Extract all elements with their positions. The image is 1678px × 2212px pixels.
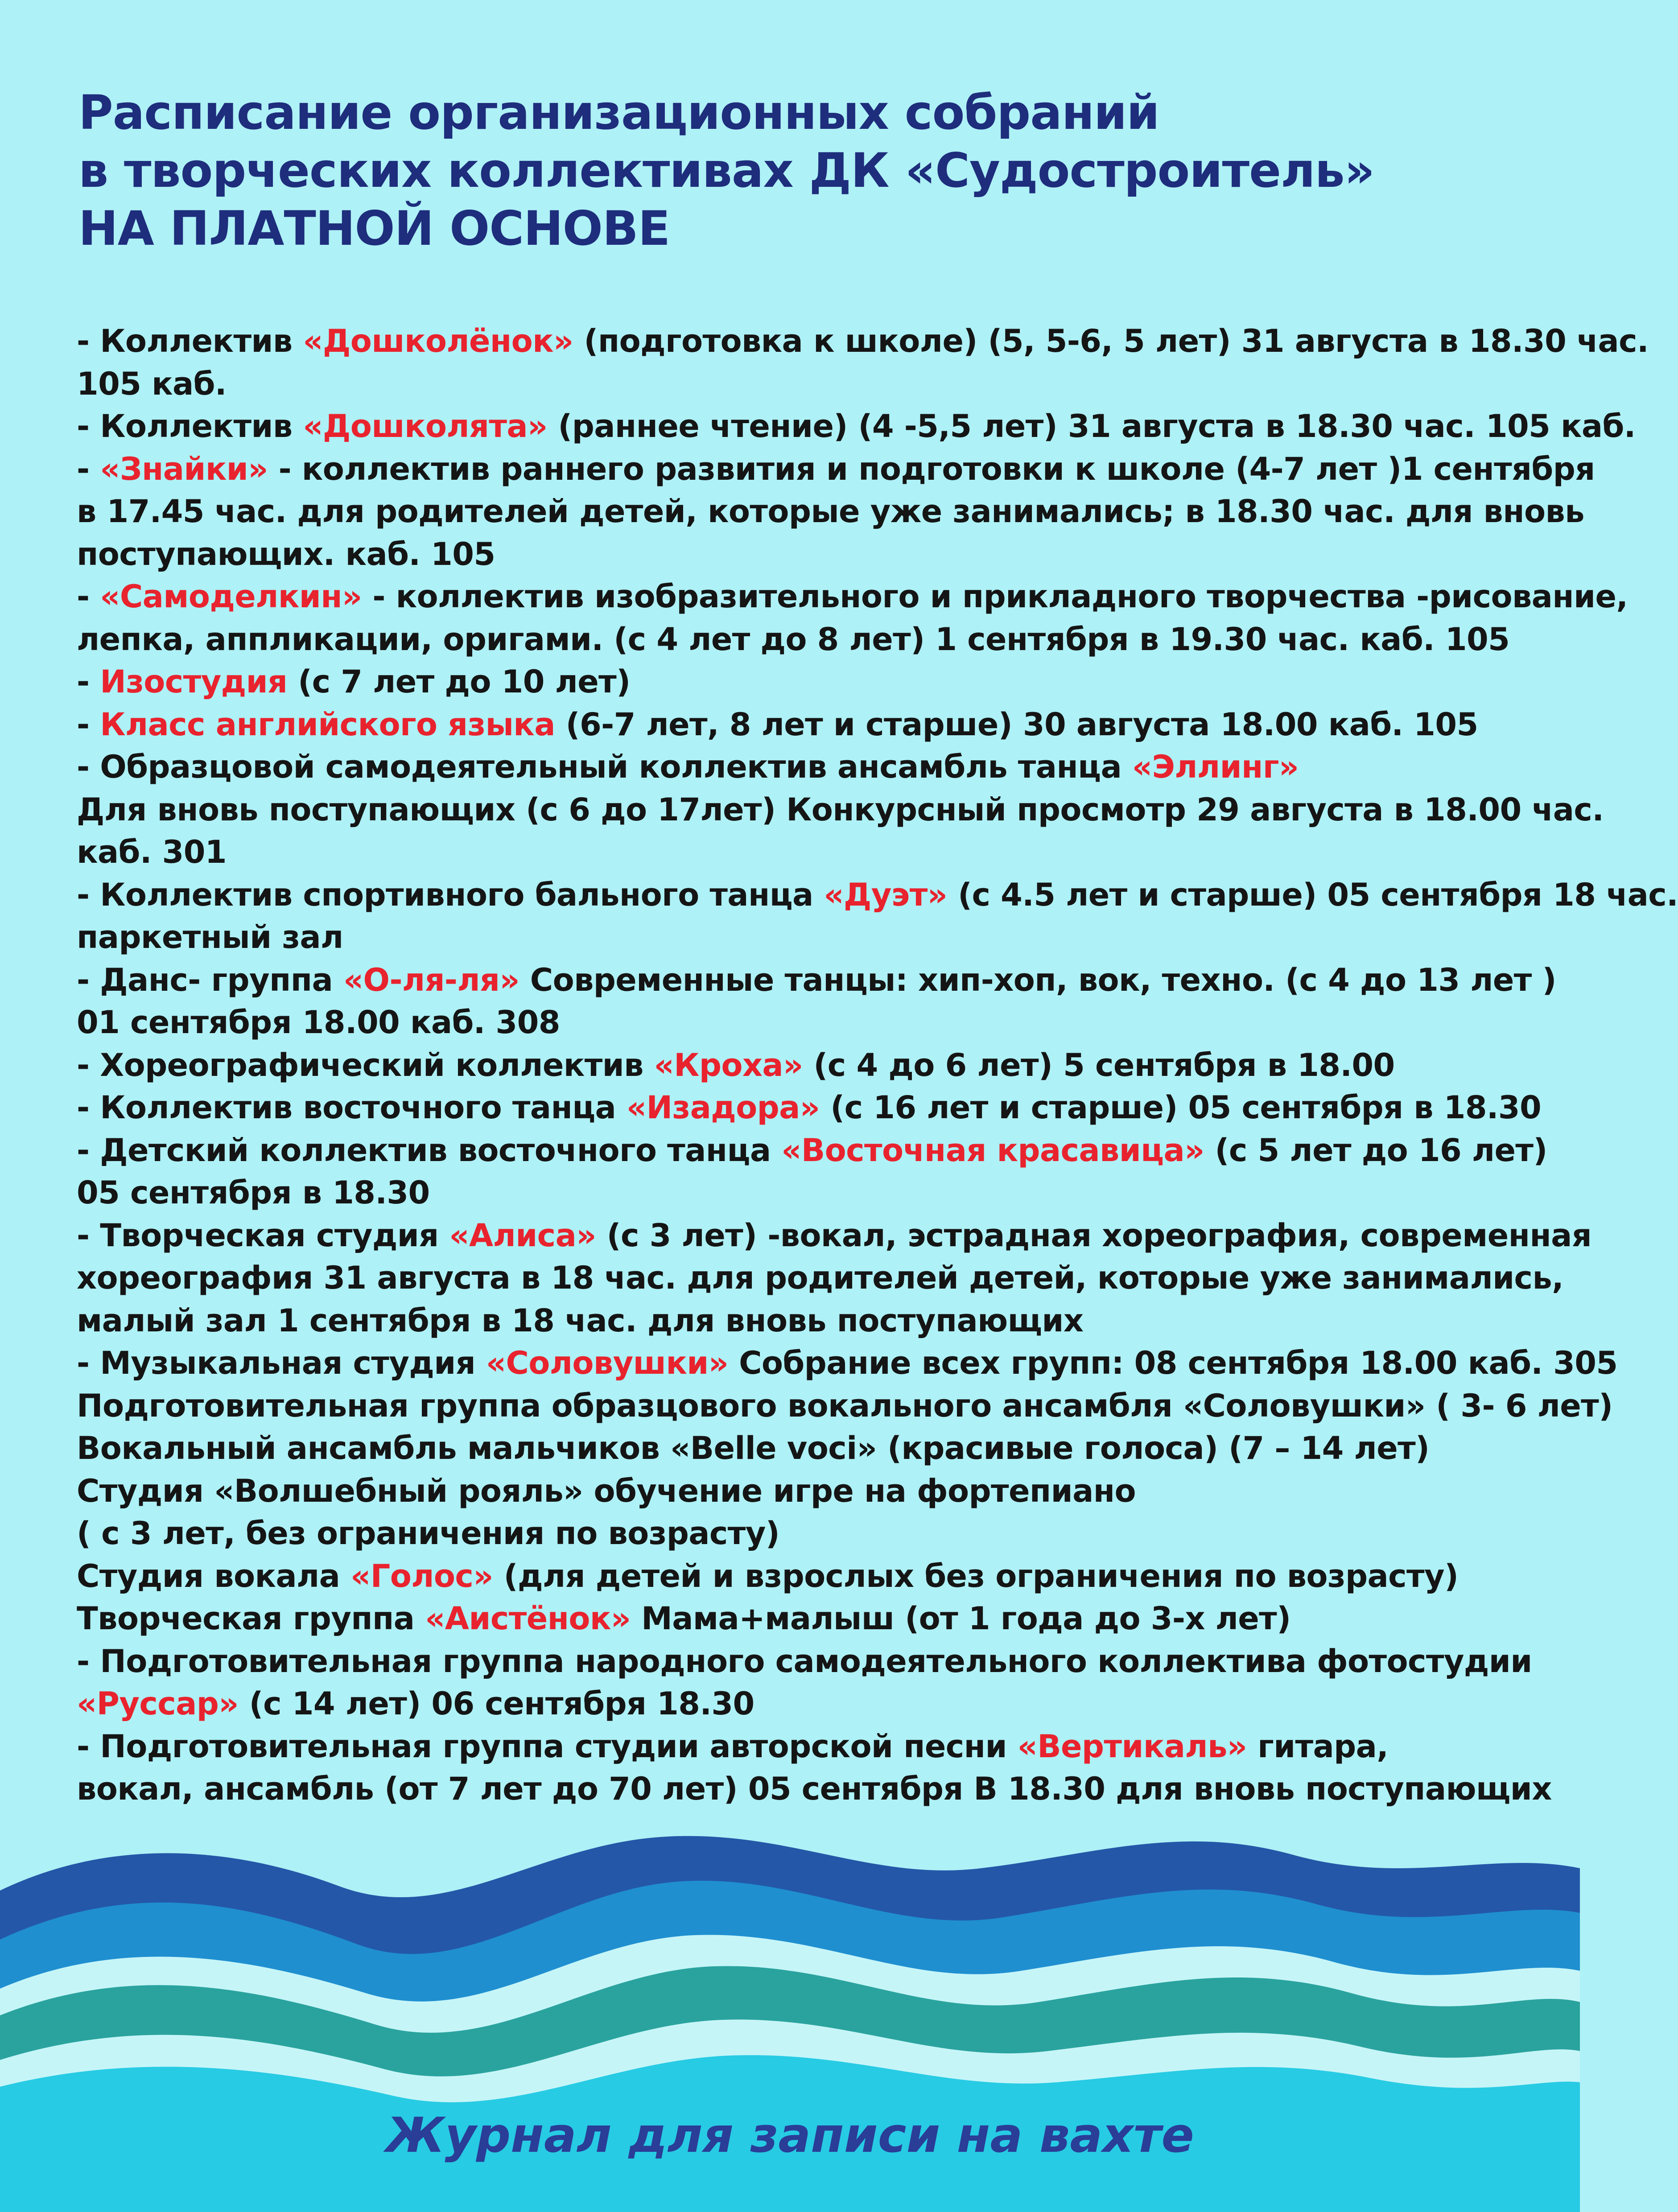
schedule-text: - коллектив изобразительного и прикладного творчества -рисование, (362, 578, 1628, 615)
schedule-text: - коллектив раннего развития и подготовки к школе (4-7 лет )1 сентября (268, 450, 1595, 487)
schedule-text: Творческая группа (77, 1600, 425, 1637)
schedule-line (77, 1683, 1562, 1726)
schedule-text: - Подготовительная группа студии авторской песни (77, 1728, 1018, 1765)
footer-note: Журнал для записи на вахте (386, 2108, 1194, 2163)
schedule-text: Для вновь поступающих (с 6 до 17лет) Конкурсный просмотр 29 августа в 18.00 час. (77, 791, 1604, 828)
schedule-text: поступающих. каб. 105 (77, 535, 495, 573)
collective-name: «Кроха» (654, 1046, 803, 1083)
schedule-text: - (77, 706, 100, 743)
collective-name: «Знайки» (100, 450, 268, 487)
schedule-line (77, 1512, 1562, 1555)
schedule-line (77, 1598, 1562, 1640)
schedule-line (77, 789, 1604, 832)
schedule-text: каб. 301 (77, 834, 227, 870)
schedule-text: Студия «Волшебный рояль» обучение игре на фортепиано (77, 1472, 1136, 1509)
collective-name: «Эллинг» (1132, 749, 1299, 785)
schedule-text: - Музыкальная студия (77, 1345, 486, 1381)
schedule-text: - Коллектив (77, 323, 303, 359)
schedule-line (77, 704, 1562, 746)
schedule-line (77, 959, 1562, 1002)
collective-name: «Соловушки» (486, 1345, 729, 1381)
schedule-text: - (77, 578, 100, 615)
schedule-line (77, 405, 1636, 448)
schedule-text: - Коллектив (77, 408, 303, 445)
schedule-line (77, 448, 1595, 491)
collective-name: «Восточная красавица» (781, 1132, 1204, 1169)
schedule-line (77, 1427, 1562, 1470)
schedule-text: Вокальный ансамбль мальчиков «Belle voci» (красивые голоса) (7 – 14 лет) (77, 1430, 1430, 1466)
schedule-text: - (77, 450, 100, 487)
schedule-line (77, 320, 1649, 363)
schedule-line (77, 916, 1562, 959)
schedule-line (77, 1300, 1562, 1343)
schedule-line (77, 533, 1562, 576)
schedule-text: хореография 31 августа в 18 час. для родителей детей, которые уже занимались, (77, 1260, 1564, 1296)
schedule-line (77, 618, 1562, 661)
collective-name: «Алиса» (449, 1217, 596, 1254)
schedule-line (77, 363, 1562, 406)
schedule-text: (6-7 лет, 8 лет и старше) 30 августа 18.00 каб. 105 (555, 706, 1478, 743)
schedule-line (77, 746, 1562, 789)
schedule-line (77, 1087, 1562, 1129)
schedule-line (77, 1342, 1618, 1385)
collective-name: «Изадора» (626, 1089, 820, 1126)
schedule-text: - Детский коллектив восточного танца (77, 1132, 782, 1169)
schedule-text: паркетный зал (77, 919, 343, 956)
schedule-line (77, 1555, 1562, 1598)
schedule-line (77, 490, 1584, 533)
schedule-text: Подготовительная группа образцового вокального ансамбля «Соловушки» ( 3- 6 лет) (77, 1387, 1613, 1424)
collective-name: «Дуэт» (824, 876, 948, 913)
schedule-text: малый зал 1 сентября в 18 час. для вновь поступающих (77, 1302, 1084, 1339)
schedule-line (77, 1215, 1592, 1257)
schedule-line (77, 576, 1628, 618)
schedule-text: (с 14 лет) 06 сентября 18.30 (238, 1685, 754, 1722)
schedule-text: - Данс- группа (77, 961, 343, 998)
schedule-line (77, 1640, 1562, 1683)
schedule-text: Собрание всех групп: 08 сентября 18.00 каб. 305 (728, 1345, 1618, 1381)
schedule-line (77, 1768, 1562, 1811)
schedule-text: (подготовка к школе) (5, 5-6, 5 лет) 31 августа в 18.30 час. (573, 323, 1649, 359)
schedule-text: 105 каб. (77, 365, 227, 402)
collective-name: «Аистёнок» (425, 1600, 631, 1637)
collective-name: «Вертикаль» (1017, 1728, 1247, 1765)
title-line-1: Расписание организационных собраний (78, 85, 1159, 140)
collective-name: «Руссар» (77, 1685, 239, 1722)
schedule-line (77, 1385, 1613, 1428)
schedule-line (77, 1001, 1562, 1044)
collective-name: «Самоделкин» (100, 578, 362, 615)
schedule-line (77, 1129, 1562, 1172)
schedule-text: - (77, 663, 100, 700)
schedule-text: - Хореографический коллектив (77, 1046, 654, 1083)
collective-name: «Дошколёнок» (303, 323, 573, 359)
schedule-text: - Коллектив восточного танца (77, 1089, 627, 1126)
collective-name: «О-ля-ля» (343, 961, 520, 998)
schedule-text: Современные танцы: хип-хоп, вок, техно. (с 4 до 13 лет ) (519, 961, 1556, 998)
schedule-line (77, 874, 1678, 917)
schedule-text: (с 3 лет) -вокал, эстрадная хореография, современная (596, 1217, 1592, 1254)
schedule-text: Студия вокала (77, 1557, 351, 1594)
schedule-text: лепка, аппликации, оригами. (с 4 лет до 8 лет) 1 сентября в 19.30 час. каб. 105 (77, 621, 1510, 658)
schedule-line (77, 1257, 1562, 1300)
schedule-text: - Образцовой самодеятельный коллектив ансамбль танца (77, 749, 1132, 785)
schedule-list (77, 320, 1678, 1811)
schedule-text: (для детей и взрослых без ограничения по возрасту) (493, 1557, 1459, 1594)
title-line-3: НА ПЛАТНОЙ ОСНОВЕ (78, 201, 670, 256)
schedule-text: 01 сентября 18.00 каб. 308 (77, 1004, 560, 1041)
schedule-text: вокал, ансамбль (от 7 лет до 70 лет) 05 сентября В 18.30 для вновь поступающих (77, 1771, 1552, 1807)
schedule-line (77, 1044, 1562, 1087)
schedule-line (77, 1726, 1562, 1768)
poster-title (78, 84, 1505, 258)
schedule-text: Мама+малыш (от 1 года до 3-х лет) (631, 1600, 1291, 1637)
schedule-text: (с 4 до 6 лет) 5 сентября в 18.00 (803, 1046, 1395, 1083)
schedule-text: - Подготовительная группа народного самодеятельного коллектива фотостудии (77, 1643, 1532, 1680)
collective-name: «Голос» (350, 1557, 493, 1594)
schedule-line (77, 831, 1562, 874)
schedule-text: гитара, (1247, 1728, 1389, 1765)
collective-name: «Дошколята» (303, 408, 548, 445)
collective-name: Класс английского языка (100, 706, 555, 743)
schedule-text: (с 4.5 лет и старше) 05 сентября 18 час. (947, 876, 1678, 913)
collective-name: Изостудия (100, 663, 288, 700)
schedule-text: (с 7 лет до 10 лет) (287, 663, 631, 700)
schedule-text: (раннее чтение) (4 -5,5 лет) 31 августа в 18.30 час. 105 каб. (547, 408, 1636, 445)
schedule-text: - Творческая студия (77, 1217, 449, 1254)
schedule-text: - Коллектив спортивного бального танца (77, 876, 824, 913)
schedule-text: в 17.45 час. для родителей детей, которые уже занимались; в 18.30 час. для вновь (77, 493, 1584, 530)
schedule-line (77, 1470, 1562, 1513)
schedule-text: 05 сентября в 18.30 (77, 1174, 430, 1211)
schedule-text: (с 5 лет до 16 лет) (1204, 1132, 1547, 1169)
schedule-line (77, 661, 1562, 704)
title-line-2: в творческих коллективах ДК «Судостроитель» (78, 143, 1375, 198)
schedule-text: (с 16 лет и старше) 05 сентября в 18.30 (820, 1089, 1542, 1126)
schedule-text: ( с 3 лет, без ограничения по возрасту) (77, 1515, 780, 1552)
schedule-line (77, 1172, 1562, 1215)
